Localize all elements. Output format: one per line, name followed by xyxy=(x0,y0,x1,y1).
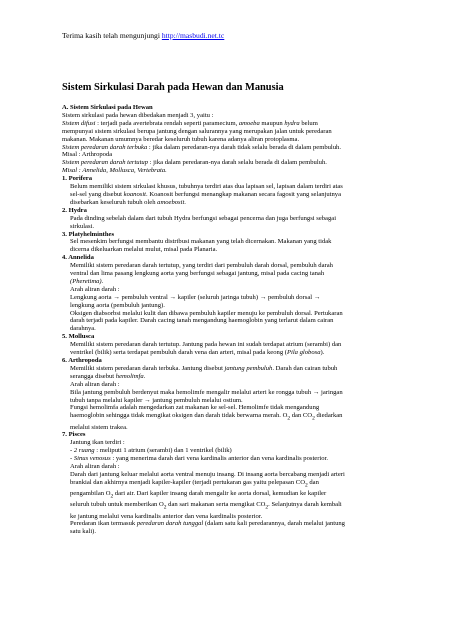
subsection-heading: 1. Porifera xyxy=(62,175,93,183)
paragraph-line: sel-sel yang disebut koanosit. Koanosit berfungsi menangkap makanan secara fagosit yang selanjutnya xyxy=(70,190,342,198)
paragraph-line: ventrikel (bilik) serta terdapat pembuluh darah vena dan arteri, misal pada keong (Pila globosa). xyxy=(70,349,325,357)
paragraph-line: makanan. Makanan umumnya beredar keseluruh tubuh karena adanya aliran protoplasma. xyxy=(62,135,300,143)
paragraph-line: satu kali). xyxy=(70,528,97,536)
paragraph-line: mempunyai sistem sirkulasi berupa jantung dengan salurannya yang merupakan jalan untuk peredaran xyxy=(62,127,332,135)
page-title: Sistem Sirkulasi Darah pada Hewan dan Manusia xyxy=(62,82,284,93)
thanks-line xyxy=(62,31,224,40)
subsection-heading: 5. Mollusca xyxy=(62,333,95,341)
paragraph-line: Peredaran ikan termasuk peredaran darah tunggal (dalam satu kali peredarannya, darah melalui jantung xyxy=(70,520,345,528)
paragraph-line: Memiliki sistem peredaran darah terbuka. Jantung disebut jantung pembuluh. Darah dan cairan tubuh xyxy=(70,364,338,372)
subsection-heading: 6. Arthropoda xyxy=(62,357,102,364)
paragraph-line: Pada dinding sebelah dalam dari tubuh Hydra berfungsi sebagai pencerna dan juga berfungsi sebagai xyxy=(70,214,337,222)
paragraph-line: Sistem peredaran darah tertutup : jika dalam peredaran-nya darah selalu berada di dalam pembuluh. xyxy=(62,159,327,167)
paragraph-line: Lengkung aorta → pembuluh ventral → kapiler (seluruh jaringa tubuh) → pembuluh dorsal → xyxy=(70,293,321,301)
paragraph-line: Fungsi hemolimfa adalah mengedarkan zat makanan ke sel-sel. Hemolimfe tidak mengandung xyxy=(70,404,320,412)
paragraph-line: haemoglobin sehingga tidak mengikat oksigen dan darah tidak berwarna merah. $O_2$ dan $CO_2$ diedarkan xyxy=(70,412,343,422)
subsection-heading: 3. Platyhelminthes xyxy=(62,230,115,238)
paragraph-line: pengambilan $O_2$ dari air. Dari kapiler insang darah mengalir ke aorta dorsal, kemudian ke kapiler xyxy=(70,490,327,500)
paragraph-line: tubuh tanpa melalui kapiler → jantung pembuluh melalui ostium. xyxy=(70,396,243,404)
thanks-text: Terima kasih telah mengunjungi xyxy=(62,31,162,40)
paragraph-line: Misal : Annelida, Mollusca, Vertebrata. xyxy=(62,167,167,175)
site-link[interactable]: http://masbudi.net.tc xyxy=(161,31,225,40)
paragraph-line: Belum memiliki sistem sirkulasi khusus, tubuhnya terdiri atas dua lapisan sel, lapisan dalam terdiri atas xyxy=(70,183,343,191)
paragraph-line: seluruh tubuh untuk memberikan $O_2$ dan sari makanan serta mengikat $CO_2$. Selanjutnya darah kembali xyxy=(70,501,342,511)
paragraph-line: (Pheretima). xyxy=(70,277,104,285)
paragraph-line: Sistem difusi : terjadi pada avertebrata rendah seperti paramecium, amoeba maupun hydra belum xyxy=(62,119,318,127)
paragraph-line: Bila jantung pembuluh berdenyut maka hemolimfe mengalir melalui arteri ke rongga tubuh → jaringan xyxy=(70,388,343,396)
paragraph-line: Jantung ikan terdiri : xyxy=(70,439,125,447)
paragraph-line: lengkung aorta (pembuluh jantung). xyxy=(70,301,165,309)
paragraph-line: - 2 ruang : meliputi 1 atrium (serambi) dan 1 ventrikel (bilik) xyxy=(70,447,232,455)
paragraph-line: melalui sistem trakea. xyxy=(70,423,128,431)
paragraph-line: Sel mesenkim berfungsi membantu distribusi makanan yang telah dicernakan. Makanan yang tidak xyxy=(70,238,332,246)
subsection-heading: 7. Pisces xyxy=(62,431,86,439)
paragraph-line: darah terjadi pada kapiler. Darah cacing tanah mengandung haemoglobin yang terlarut dalam cairan xyxy=(70,317,334,325)
document-body xyxy=(62,104,402,536)
paragraph-line: Arah aliran darah : xyxy=(70,380,120,388)
paragraph-line: dicerna dikeluarkan melalui mulut, misal pada Planaria. xyxy=(70,246,218,254)
paragraph-line: Sistem peredaran darah terbuka : jika dalam peredaran-nya darah tidak selalu berada di dalam pembuluh. xyxy=(62,143,341,151)
paragraph-line: Memiliki sistem peredaran darah tertutup. Jantung pada hewan ini sudah terdapat atrium (serambi) dan xyxy=(70,341,342,349)
paragraph-line: ke jantung melalui vena kardinalis anterior dan vena kardinalis posterior. xyxy=(70,512,263,520)
paragraph-line: ventral dan lima pasang lengkung aorta yang berfungsi sebagai jantung, misal pada cacing tanah xyxy=(70,270,325,278)
paragraph-line: Memiliki sistem peredaran darah tertutup, yang terdiri dari pembuluh darah dorsal, pembuluh darah xyxy=(70,262,333,270)
subsection-heading: 4. Annelida xyxy=(62,254,94,262)
paragraph-line: serangga disebut hemolimfa. xyxy=(70,372,146,380)
paragraph-line: Misal : Arthropoda xyxy=(62,151,113,159)
paragraph-line: disebarkan keseluruh tubuh oleh amoebosit. xyxy=(70,198,186,206)
paragraph-line: Sistem sirkulasi pada hewan dibedakan menjadi 3, yaitu : xyxy=(62,111,214,119)
paragraph-line: brankial dan akhirnya menjadi kapiler-kapiler (terjadi pertukaran gas yaitu pelepasan $CO_2$ dan xyxy=(70,478,319,489)
subsection-heading: 2. Hydra xyxy=(62,206,87,214)
paragraph-line: sirkulasi. xyxy=(70,222,94,230)
paragraph-line: Arah aliran darah : xyxy=(70,463,120,471)
paragraph-line: darahnya. xyxy=(70,325,96,333)
section-heading: A. Sistem Sirkulasi pada Hewan xyxy=(62,104,153,111)
paragraph-line: Arah aliran darah : xyxy=(70,285,120,293)
paragraph-line: Oksigen diabsorbsi melalui kulit dan dibawa pembuluh kapiler menuju ke pembuluh dorsal. Pertukaran xyxy=(70,309,343,317)
paragraph-line: Darah dari jantung keluar melalui aorta ventral menuju insang. Di insang aorta bercabang menjadi arteri xyxy=(70,471,345,478)
paragraph-line: - Sinus venosus : yang menerima darah dari vena kardinalis anterior dan vena kardinalis posterior. xyxy=(70,455,329,463)
